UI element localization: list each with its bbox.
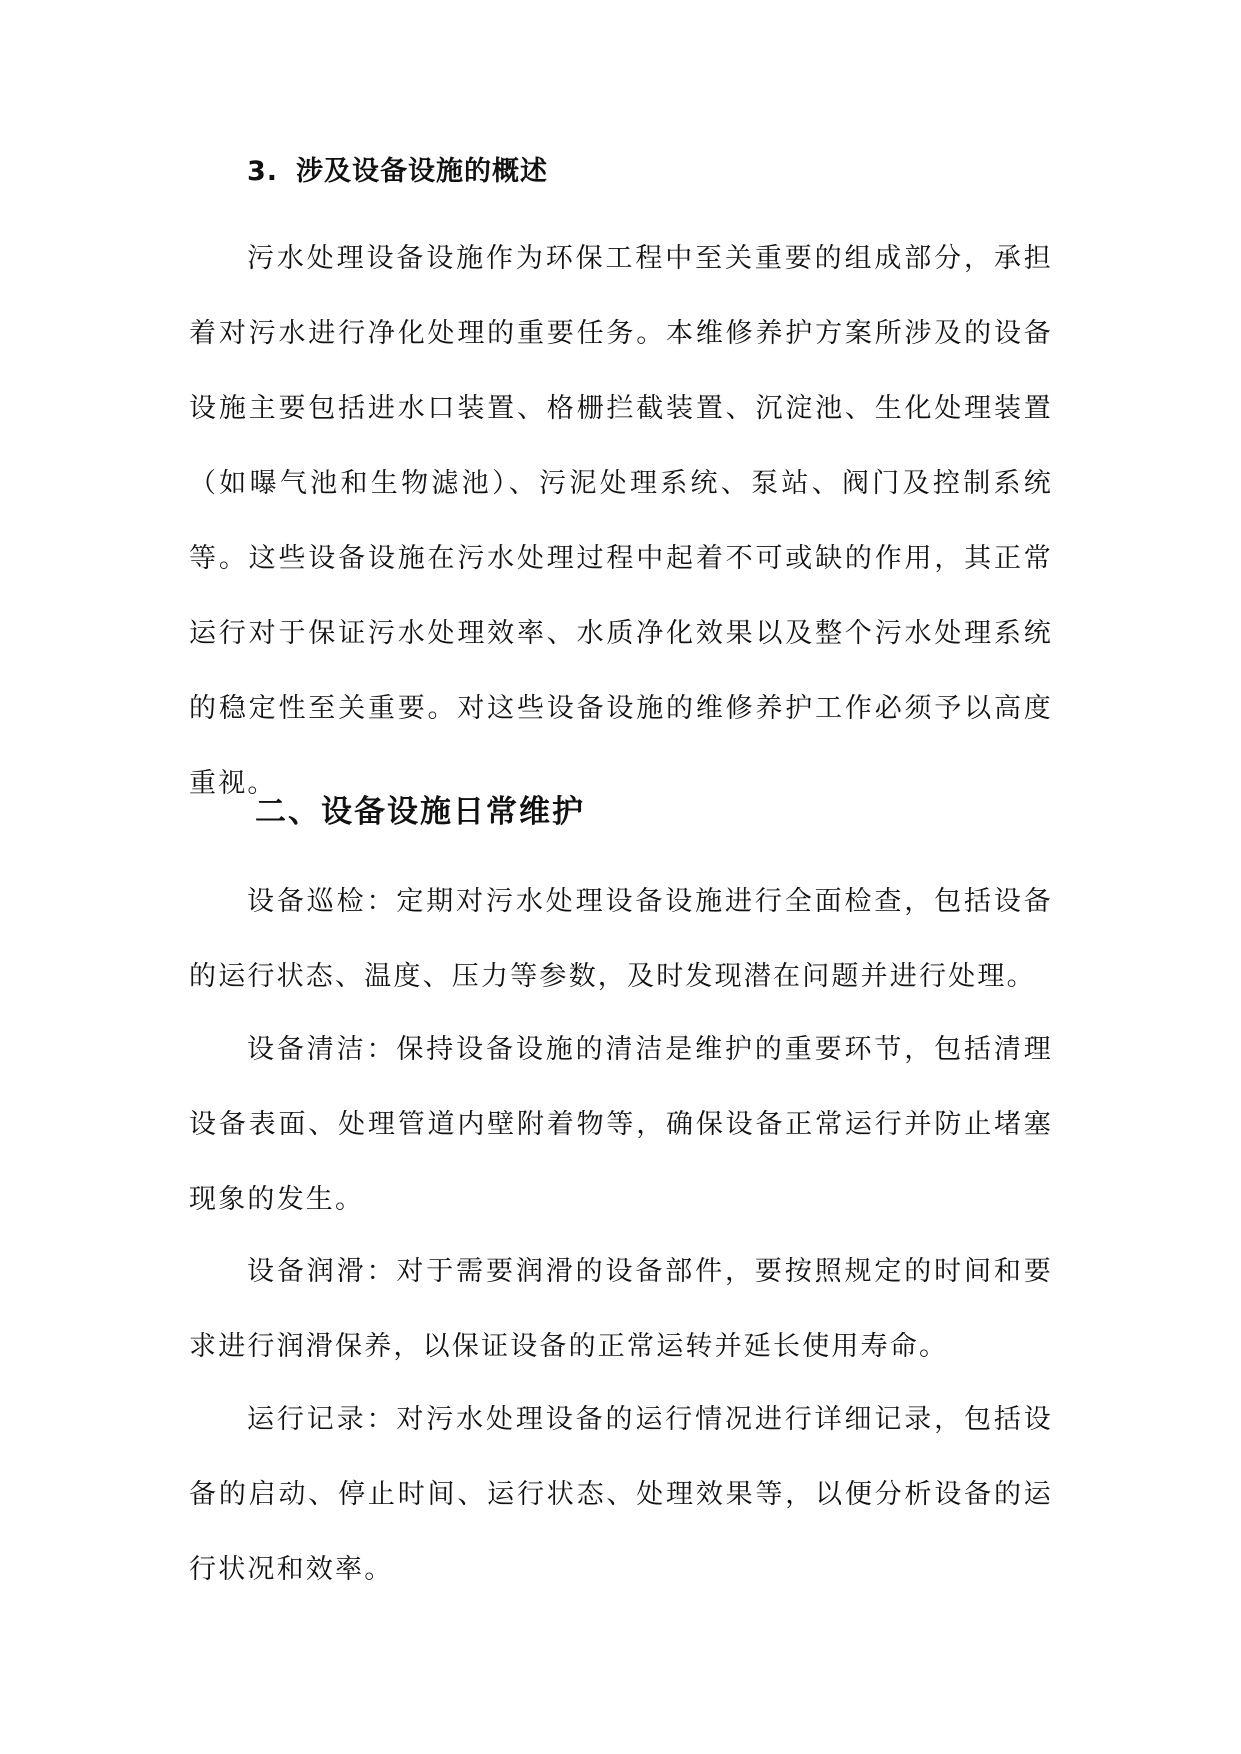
lubrication-paragraph: 设备润滑：对于需要润滑的设备部件，要按照规定的时间和要求进行润滑保养，以保证设备的正常运转并延长使用寿命。 (189, 1256, 1053, 1362)
operation-record-paragraph: 运行记录：对污水处理设备的运行情况进行详细记录，包括设备的启动、停止时间、运行状态、处理效果等，以便分析设备的运行状况和效率。 (189, 1404, 1053, 1585)
overview-paragraph: 污水处理设备设施作为环保工程中至关重要的组成部分，承担着对污水进行净化处理的重要任务。本维修养护方案所涉及的设备设施主要包括进水口装置、格栅拦截装置、沉淀池、生化处理装置（如曝气池和生物滤池）、污泥处理系统、泵站、阀门及控制系统等。这些设备设施在污水处理过程中起着不可或缺的作用，其正常运行对于保证污水处理效率、水质净化效果以及整个污水处理系统的稳定性至关重要。对这些设备设施的维修养护工作必须予以高度重视。 (189, 243, 1053, 799)
section-2-heading: 二、设备设施日常维护 (255, 794, 585, 830)
section-3-heading (247, 150, 548, 194)
cleaning-paragraph: 设备清洁：保持设备设施的清洁是维护的重要环节，包括清理设备表面、处理管道内壁附着物等，确保设备正常运行并防止堵塞现象的发生。 (189, 1034, 1053, 1215)
section-3-title: 涉及设备设施的概述 (296, 156, 549, 187)
inspection-paragraph: 设备巡检：定期对污水处理设备设施进行全面检查，包括设备的运行状态、温度、压力等参数，及时发现潜在问题并进行处理。 (189, 886, 1053, 992)
section-3-number: 3. (247, 156, 279, 187)
